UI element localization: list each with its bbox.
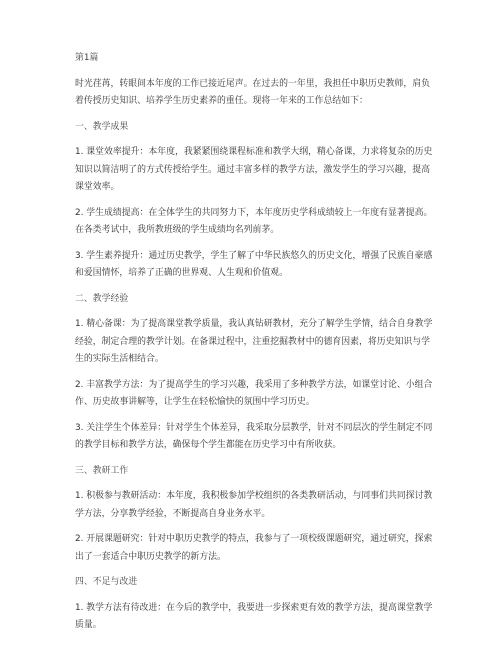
paragraph-score-improvement: 2. 学生成绩提高：在全体学生的共同努力下，本年度历史学科成绩较上一年度有显著提高。在各类考试中，我所教班级的学生成绩均名列前茅。 (75, 207, 433, 235)
paragraph-classroom-efficiency: 1. 课堂效率提升：本年度，我紧紧围绕课程标准和教学大纲，精心备课，力求将复杂的历史知识以简洁明了的方式传授给学生。通过丰富多样的教学方法，激发学生的学习兴趣，提高课堂效率。 (75, 147, 433, 192)
paragraph-literacy-improvement: 3. 学生素养提升：通过历史教学，学生了解了中华民族悠久的历史文化，增强了民族自豪感和爱国情怀，培养了正确的世界观、人生观和价值观。 (75, 250, 433, 278)
section-heading-shortcomings: 四、不足与改进 (75, 577, 138, 587)
paragraph-teaching-methods: 2. 丰富教学方法：为了提高学生的学习兴趣，我采用了多种教学方法，如课堂讨论、小组合作、历史故事讲解等，让学生在轻松愉快的氛围中学习历史。 (75, 379, 433, 407)
paragraph-research-activities: 1. 积极参与教研活动：本年度，我积极参加学校组织的各类教研活动，与同事们共同探讨教学方法，分享教学经验，不断提高自身业务水平。 (75, 491, 433, 519)
paragraph-method-improvement: 1. 教学方法有待改进：在今后的教学中，我要进一步探索更有效的教学方法，提高课堂教学质量。 (75, 602, 433, 630)
paragraph-individual-differences: 3. 关注学生个体差异：针对学生个体差异，我采取分层教学，针对不同层次的学生制定不同的教学目标和教学方法，确保每个学生都能在历史学习中有所收获。 (75, 422, 433, 450)
section-heading-teaching-experience: 二、教学经验 (75, 293, 129, 304)
document-body (75, 50, 433, 643)
paragraph-project-research: 2. 开展课题研究：针对中职历史教学的特点，我参与了一项校级课题研究，通过研究，探索出了一套适合中职历史教学的新方法。 (75, 534, 433, 562)
document-label: 第1篇 (75, 53, 99, 63)
intro-paragraph: 时光荏苒，转眼间本年度的工作已接近尾声。在过去的一年里，我担任中职历史教师，肩负着传授历史知识、培养学生历史素养的重任。现将一年来的工作总结如下： (75, 78, 430, 106)
paragraph-lesson-preparation: 1. 精心备课：为了提高课堂教学质量，我认真钻研教材，充分了解学生学情，结合自身教学经验，制定合理的教学计划。在备课过程中，注重挖掘教材中的德育因素，将历史知识与学生的实际生活相结合。 (75, 319, 433, 364)
section-heading-teaching-research: 三、教研工作 (75, 465, 129, 476)
section-heading-teaching-results: 一、教学成果 (75, 121, 129, 132)
